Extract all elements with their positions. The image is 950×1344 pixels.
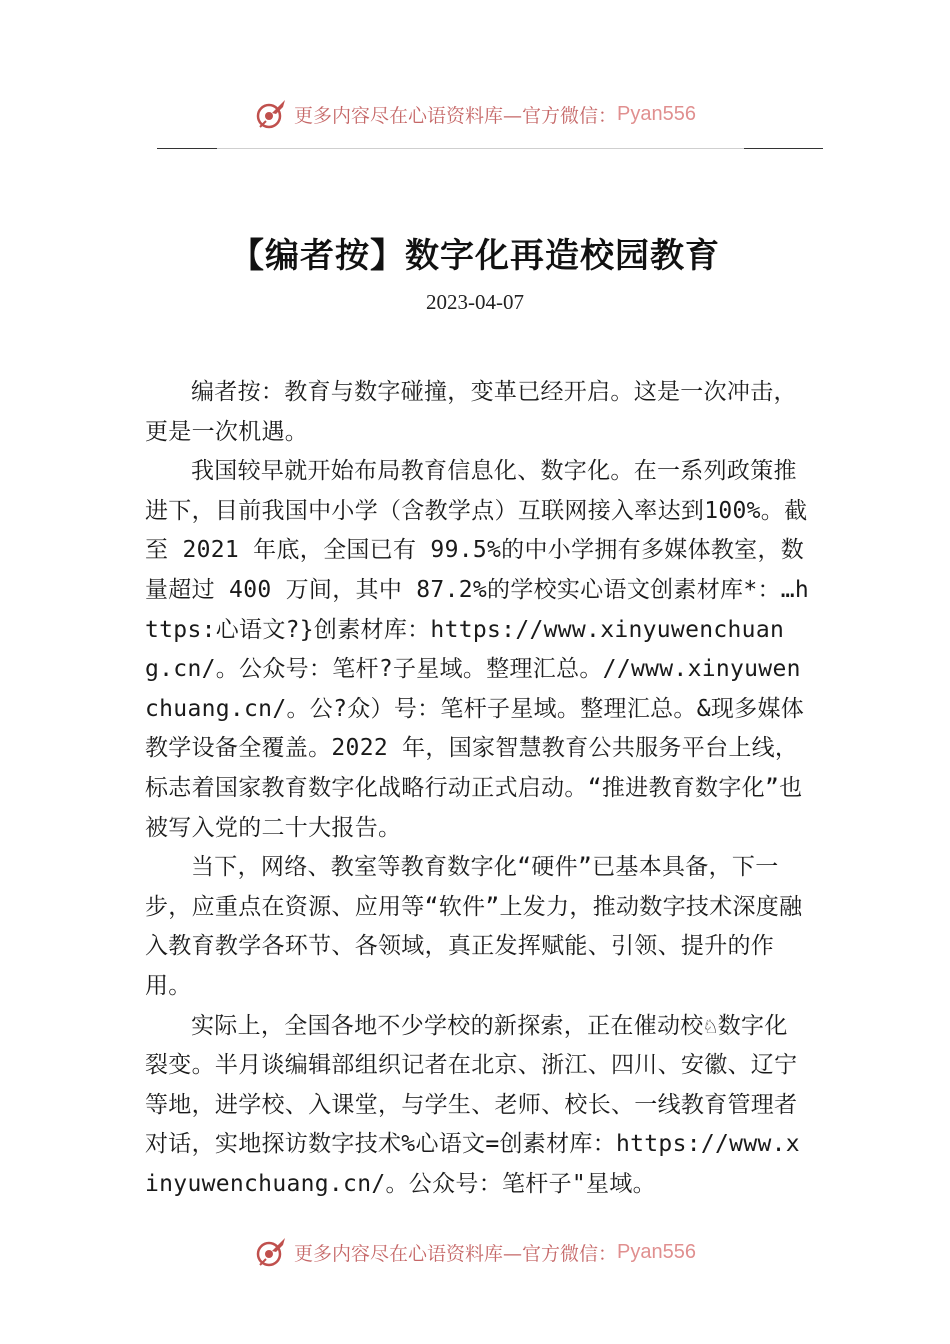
banner-wechat-id: Pyan556 <box>617 102 696 125</box>
banner-wechat-id: Pyan556 <box>617 1240 696 1263</box>
article-date: 2023-04-07 <box>426 290 524 314</box>
banner-contact-label: —官方微信： <box>503 104 618 127</box>
header-rule-left <box>157 148 217 149</box>
header-banner <box>0 94 950 134</box>
paragraph: 我国较早就开始布局教育信息化、数字化。在一系列政策推进下，目前我国中小学（含教学点）互联网接入率达到100%。截至 2021 年底，全国已有 99.5%的中小学拥有多媒体教室，数量超过 400 万间，其中 87.2%的学校实心语文创素材库*：…https:心语文?}创素材库：https://www.xinyuwenchuang.cn/。公众号：笔杆?子星域。整理汇总。//www.xinyuwenchuang.cn/。公?众）号：笔杆子星域。整理汇总。&现多媒体教学设备全覆盖。2022 年，国家智慧教育公共服务平台上线， 标志着国家教育数字化战略行动正式启动。“推进教育数字化”也被写入党的二十大报告。 <box>145 458 810 841</box>
paragraph: 当下，网络、教室等教育数字化“硬件”已基本具备，下一步，应重点在资源、应用等“软件”上发力，推动数字技术深度融入教育教学各环节、各领域，真正发挥赋能、引领、提升的作用。 <box>145 854 803 999</box>
banner-contact-label: —官方微信： <box>503 1242 618 1265</box>
banner-brand-text: 更多内容尽在心语资料库 <box>294 1242 504 1265</box>
quill-logo-icon <box>254 1235 288 1269</box>
banner-brand-text: 更多内容尽在心语资料库 <box>294 104 504 127</box>
paragraph: 实际上，全国各地不少学校的新探索，正在催动校♘数字化裂变。半月谈编辑部组织记者在北京、浙江、四川、安徽、辽宁等地，进学校、入课堂，与学生、老师、校长、一线教育管理者对话，实地探访数字技术%心语文=创素材库：https://www.xinyuwenchuang.cn/。公众号：笔杆子"星域。 <box>145 1012 800 1197</box>
article-title: 【编者按】数字化再造校园教育 <box>230 236 720 276</box>
article-body <box>145 373 810 1204</box>
header-rule-center <box>217 148 744 149</box>
header-rule-right <box>744 148 823 149</box>
paragraph: 编者按：教育与数字碰撞，变革已经开启。这是一次冲击，更是一次机遇。 <box>145 379 797 445</box>
footer-banner <box>0 1232 950 1272</box>
quill-logo-icon <box>254 97 288 131</box>
